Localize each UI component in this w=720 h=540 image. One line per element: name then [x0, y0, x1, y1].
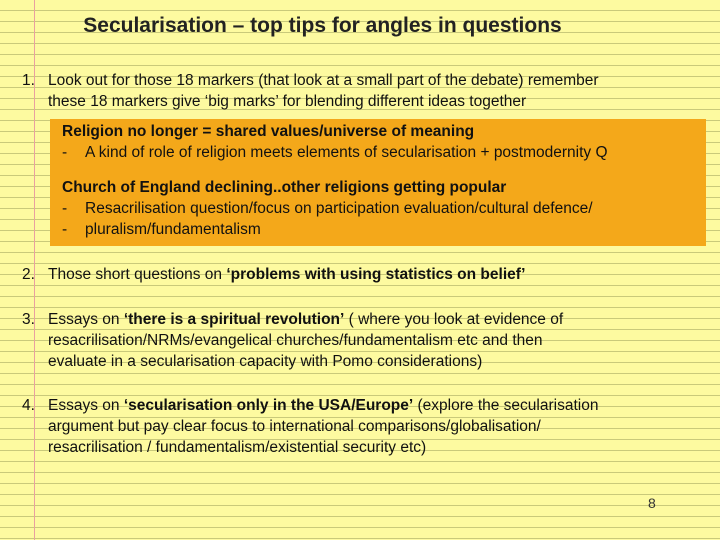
item-line: resacrilisation/NRMs/evangelical churches/fundamentalism etc and then — [48, 332, 543, 349]
bullet-dash: - — [62, 144, 68, 161]
bullet-text: A kind of role of religion meets elements of secularisation + postmodernity Q — [85, 144, 608, 161]
item-number: 2. — [22, 266, 35, 283]
item-emphasis: ‘there is a spiritual revolution’ — [123, 311, 345, 328]
bullet-dash: - — [62, 200, 68, 217]
highlight-heading: Religion no longer = shared values/universe of meaning — [62, 123, 475, 140]
list-item-3 — [22, 309, 712, 372]
highlight-bullet — [62, 142, 706, 163]
list-item-2 — [22, 264, 712, 285]
item-line: evaluate in a secularisation capacity with Pomo considerations) — [48, 353, 483, 370]
item-line — [48, 309, 712, 330]
slide-title: Secularisation – top tips for angles in questions — [83, 14, 562, 37]
item-text: ( where you look at evidence of — [344, 311, 564, 328]
list-item-4 — [22, 395, 712, 458]
highlight-bullet — [62, 219, 706, 240]
item-text: Those short questions on — [48, 266, 227, 283]
highlight-bullet — [62, 198, 706, 219]
list-item-1 — [22, 70, 712, 112]
spacer — [62, 163, 706, 177]
item-number: 4. — [22, 397, 35, 414]
bullet-dash: - — [62, 221, 68, 238]
highlight-heading: Church of England declining..other religions getting popular — [62, 179, 507, 196]
item-line — [48, 395, 712, 416]
item-line — [48, 264, 712, 285]
item-emphasis: ‘secularisation only in the USA/Europe’ — [123, 397, 414, 414]
item-line: these 18 markers give ‘big marks’ for blending different ideas together — [48, 93, 527, 110]
item-line: resacrilisation / fundamentalism/existential security etc) — [48, 439, 427, 456]
page-number: 8 — [648, 495, 656, 511]
item-text: Essays on — [48, 311, 124, 328]
item-number: 3. — [22, 311, 35, 328]
item-number: 1. — [22, 72, 35, 89]
item-text: Essays on — [48, 397, 124, 414]
bullet-text: Resacrilisation question/focus on participation evaluation/cultural defence/ — [85, 200, 593, 217]
highlight-box — [50, 119, 706, 246]
item-text: (explore the secularisation — [413, 397, 599, 414]
bullet-text: pluralism/fundamentalism — [85, 221, 261, 238]
item-line: Look out for those 18 markers (that look at a small part of the debate) remember — [48, 72, 599, 89]
item-emphasis: ‘problems with using statistics on belief’ — [226, 266, 526, 283]
item-line: argument but pay clear focus to international comparisons/globalisation/ — [48, 418, 541, 435]
